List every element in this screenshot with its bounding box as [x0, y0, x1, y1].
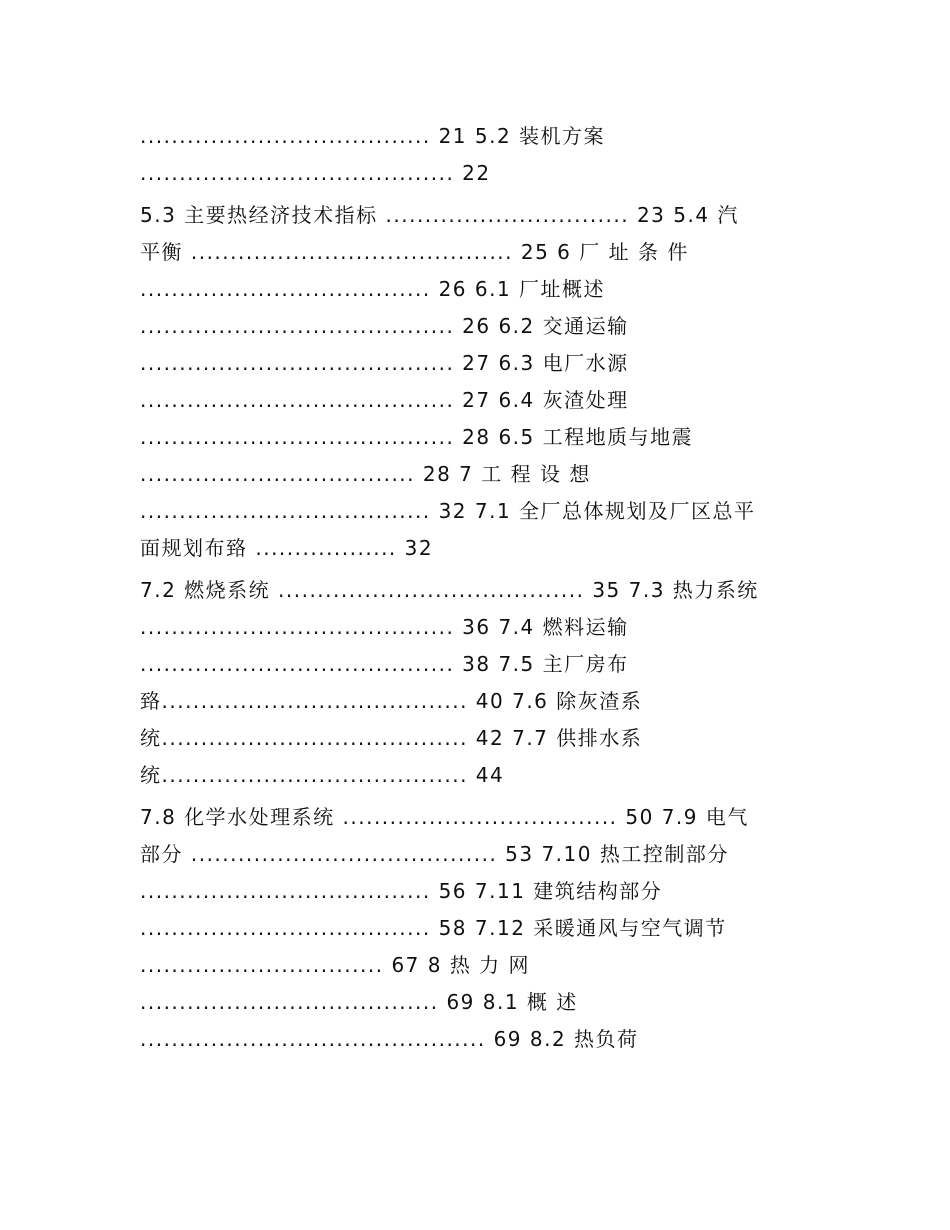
table-of-contents	[140, 118, 840, 1058]
toc-line: 7.2 燃烧系统 ....................................... 35 7.3 热力系统	[140, 578, 759, 602]
toc-line: 面规划布臵 .................. 32	[140, 536, 434, 560]
toc-line: 7.8 化学水处理系统 ................................... 50 7.9 电气	[140, 805, 749, 829]
toc-line: 平衡 ......................................... 25 6 厂 址 条 件	[140, 240, 689, 264]
toc-line: ........................................ 36 7.4 燃料运输	[140, 615, 629, 639]
toc-line: 部分 ....................................... 53 7.10 热工控制部分	[140, 842, 729, 866]
toc-line: ............................... 67 8 热 力 网	[140, 953, 531, 977]
toc-line: ..................................... 32 7.1 全厂总体规划及厂区总平	[140, 499, 756, 523]
toc-line: ........................................ 22	[140, 161, 491, 185]
toc-line: ........................................ 27 6.3 电厂水源	[140, 351, 629, 375]
toc-line: ........................................ 28 6.5 工程地质与地震	[140, 425, 694, 449]
toc-line: ............................................ 69 8.2 热负荷	[140, 1027, 639, 1051]
toc-line: ..................................... 26 6.1 厂址概述	[140, 277, 606, 301]
toc-line: 统....................................... 42 7.7 供排水系	[140, 726, 643, 750]
toc-line: ................................... 28 7 工 程 设 想	[140, 462, 591, 486]
toc-line: ...................................... 69 8.1 概 述	[140, 990, 578, 1014]
toc-line: ..................................... 21 5.2 装机方案	[140, 124, 606, 148]
toc-line: 5.3 主要热经济技术指标 ............................... 23 5.4 汽	[140, 203, 739, 227]
toc-line: 臵....................................... 40 7.6 除灰渣系	[140, 689, 643, 713]
toc-line: ........................................ 27 6.4 灰渣处理	[140, 388, 629, 412]
toc-line: ..................................... 58 7.12 采暖通风与空气调节	[140, 916, 727, 940]
toc-line: ........................................ 26 6.2 交通运输	[140, 314, 629, 338]
toc-line: 统....................................... 44	[140, 763, 505, 787]
toc-line: ..................................... 56 7.11 建筑结构部分	[140, 879, 663, 903]
toc-line: ........................................ 38 7.5 主厂房布	[140, 652, 629, 676]
